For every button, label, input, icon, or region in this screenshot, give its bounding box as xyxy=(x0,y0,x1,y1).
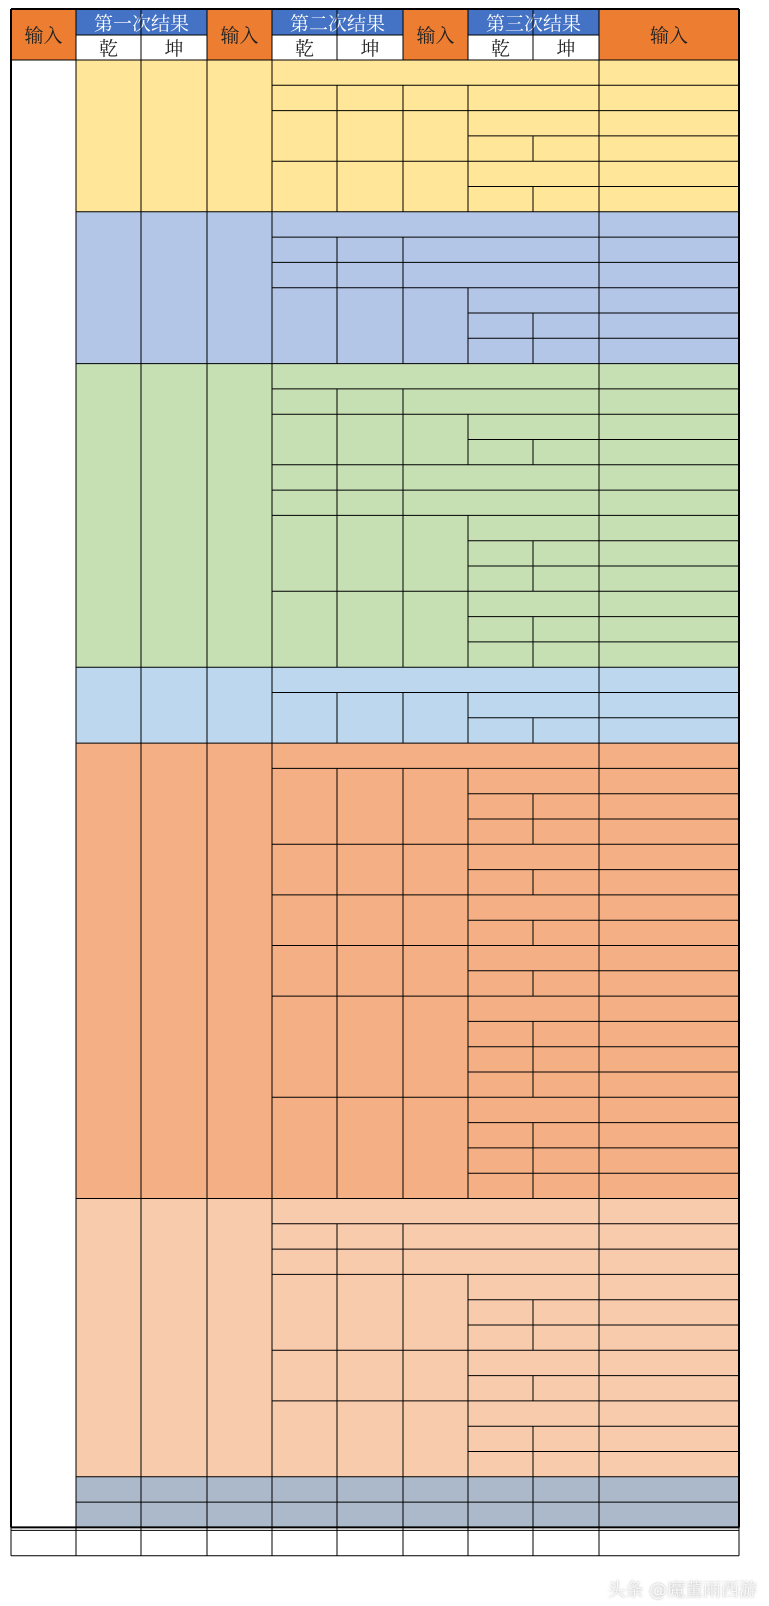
second-kun-cell xyxy=(337,895,403,946)
first-input-cell xyxy=(207,743,272,1198)
first-qian-cell xyxy=(76,364,141,668)
output-cell xyxy=(599,617,739,642)
output-cell xyxy=(599,667,739,692)
output-cell xyxy=(599,490,739,515)
header-second-qian: 乾 xyxy=(272,35,337,60)
output-cell xyxy=(599,844,739,869)
second-kun-cell xyxy=(337,768,403,844)
third-qian-cell xyxy=(468,136,533,161)
empty-cell xyxy=(403,1224,599,1249)
output-cell xyxy=(599,1452,739,1477)
empty-cell xyxy=(468,768,599,793)
output-cell xyxy=(599,591,739,616)
third-qian-cell xyxy=(468,1123,533,1148)
header-first-result: 第一次结果 xyxy=(76,9,207,35)
third-kun-cell xyxy=(533,1173,599,1198)
second-input-cell xyxy=(403,288,468,364)
empty-cell xyxy=(403,1502,468,1527)
third-qian-cell xyxy=(468,1376,533,1401)
output-cell xyxy=(599,1401,739,1426)
second-qian-cell xyxy=(272,1274,337,1350)
output-cell xyxy=(599,1097,739,1122)
output-cell xyxy=(599,465,739,490)
empty-cell xyxy=(403,237,599,262)
empty-cell xyxy=(468,414,599,439)
third-kun-cell xyxy=(533,313,599,338)
output-cell xyxy=(599,262,739,287)
empty-cell xyxy=(468,161,599,186)
second-input-cell xyxy=(403,591,468,667)
output-cell xyxy=(599,515,739,540)
output-cell xyxy=(599,1350,739,1375)
output-cell xyxy=(599,693,739,718)
third-qian-cell xyxy=(468,1148,533,1173)
first-qian-cell xyxy=(76,667,141,743)
output-cell xyxy=(599,389,739,414)
output-cell xyxy=(599,414,739,439)
second-input-cell xyxy=(403,515,468,591)
second-kun-cell xyxy=(337,1401,403,1477)
second-kun-cell xyxy=(337,515,403,591)
empty-cell xyxy=(403,490,599,515)
output-cell xyxy=(599,541,739,566)
second-input-cell xyxy=(403,161,468,212)
output-cell xyxy=(599,161,739,186)
second-qian-cell xyxy=(272,85,337,110)
third-kun-cell xyxy=(533,920,599,945)
output-cell xyxy=(599,1502,739,1527)
empty-cell xyxy=(468,844,599,869)
first-kun-cell xyxy=(141,60,207,212)
first-qian-cell xyxy=(76,743,141,1198)
second-kun-cell xyxy=(337,844,403,895)
output-cell xyxy=(599,819,739,844)
empty-cell xyxy=(272,364,599,389)
third-kun-cell xyxy=(533,541,599,566)
empty-cell xyxy=(403,1249,599,1274)
empty-cell xyxy=(533,1477,599,1502)
third-qian-cell xyxy=(468,313,533,338)
output-cell xyxy=(599,212,739,237)
empty-cell xyxy=(403,389,599,414)
second-kun-cell xyxy=(337,85,403,110)
output-cell xyxy=(599,60,739,85)
third-kun-cell xyxy=(533,1452,599,1477)
third-qian-cell xyxy=(468,187,533,212)
third-kun-cell xyxy=(533,1072,599,1097)
output-cell xyxy=(599,946,739,971)
output-cell xyxy=(599,440,739,465)
second-kun-cell xyxy=(337,1350,403,1401)
empty-cell xyxy=(468,996,599,1021)
second-qian-cell xyxy=(272,389,337,414)
second-kun-cell xyxy=(337,1224,403,1249)
third-kun-cell xyxy=(533,1426,599,1451)
third-kun-cell xyxy=(533,187,599,212)
third-qian-cell xyxy=(468,541,533,566)
third-qian-cell xyxy=(468,870,533,895)
third-kun-cell xyxy=(533,1148,599,1173)
third-qian-cell xyxy=(468,1072,533,1097)
first-kun-cell xyxy=(141,1502,207,1527)
third-kun-cell xyxy=(533,440,599,465)
third-kun-cell xyxy=(533,617,599,642)
output-cell xyxy=(599,1072,739,1097)
empty-cell xyxy=(468,288,599,313)
second-kun-cell xyxy=(337,1477,403,1502)
third-kun-cell xyxy=(533,794,599,819)
second-kun-cell xyxy=(337,465,403,490)
watermark: 头条 @魔董雨西游 xyxy=(607,1580,757,1601)
second-qian-cell xyxy=(272,414,337,465)
third-kun-cell xyxy=(533,1325,599,1350)
second-qian-cell xyxy=(272,693,337,744)
third-kun-cell xyxy=(533,819,599,844)
third-qian-cell xyxy=(468,338,533,363)
second-input-cell xyxy=(403,768,468,844)
output-cell xyxy=(599,1224,739,1249)
first-kun-cell xyxy=(141,667,207,743)
third-qian-cell xyxy=(468,971,533,996)
second-qian-cell xyxy=(272,262,337,287)
first-input-cell xyxy=(207,1199,272,1477)
output-cell xyxy=(599,1426,739,1451)
second-qian-cell xyxy=(272,1477,337,1502)
empty-cell xyxy=(468,1502,533,1527)
second-input-cell xyxy=(403,895,468,946)
first-qian-cell xyxy=(76,1477,141,1502)
empty-cell xyxy=(403,1477,468,1502)
header-output: 输入 xyxy=(599,9,739,60)
second-input-cell xyxy=(403,996,468,1097)
empty-cell xyxy=(468,1350,599,1375)
empty-cell xyxy=(468,85,599,110)
third-kun-cell xyxy=(533,566,599,591)
second-input-cell xyxy=(403,111,468,162)
first-input-cell xyxy=(207,60,272,212)
second-qian-cell xyxy=(272,844,337,895)
second-qian-cell xyxy=(272,288,337,364)
header-first-kun: 坤 xyxy=(141,35,207,60)
third-qian-cell xyxy=(468,440,533,465)
output-cell xyxy=(599,566,739,591)
output-cell xyxy=(599,111,739,136)
output-cell xyxy=(599,237,739,262)
empty-cell xyxy=(403,465,599,490)
first-qian-cell xyxy=(76,1199,141,1477)
output-cell-partial xyxy=(599,1530,739,1555)
header-third-kun: 坤 xyxy=(533,35,599,60)
empty-cell xyxy=(468,1097,599,1122)
second-qian-cell xyxy=(272,1097,337,1198)
second-kun-cell xyxy=(337,1097,403,1198)
header-input-start: 输入 xyxy=(11,9,76,60)
output-cell xyxy=(599,1199,739,1224)
empty-cell xyxy=(272,743,599,768)
empty-cell xyxy=(272,1199,599,1224)
second-qian-cell xyxy=(272,1401,337,1477)
second-kun-cell xyxy=(337,161,403,212)
second-input-cell xyxy=(403,1274,468,1350)
empty-cell xyxy=(403,262,599,287)
third-kun-cell xyxy=(533,1021,599,1046)
second-input-cell xyxy=(403,1097,468,1198)
third-qian-cell xyxy=(468,920,533,945)
first-input-cell xyxy=(207,1477,272,1502)
second-input-cell xyxy=(403,85,468,110)
second-qian-cell xyxy=(272,1224,337,1249)
third-qian-cell xyxy=(468,718,533,743)
third-qian-cell xyxy=(468,617,533,642)
header-third-qian: 乾 xyxy=(468,35,533,60)
second-input-cell xyxy=(403,844,468,895)
empty-cell xyxy=(468,111,599,136)
third-kun-cell xyxy=(533,1300,599,1325)
third-qian-cell xyxy=(468,1452,533,1477)
second-kun-cell xyxy=(337,693,403,744)
third-qian-cell xyxy=(468,1300,533,1325)
third-qian-cell xyxy=(468,1047,533,1072)
second-qian-cell xyxy=(272,1249,337,1274)
second-kun-cell xyxy=(337,389,403,414)
header-second-result: 第二次结果 xyxy=(272,9,403,35)
header-input-second: 输入 xyxy=(207,9,272,60)
output-cell xyxy=(599,1047,739,1072)
second-kun-cell xyxy=(337,591,403,667)
output-cell xyxy=(599,996,739,1021)
second-qian-cell xyxy=(272,161,337,212)
second-qian-cell xyxy=(272,237,337,262)
second-kun-cell xyxy=(337,414,403,465)
first-qian-cell xyxy=(76,212,141,364)
output-cell xyxy=(599,1325,739,1350)
output-cell xyxy=(599,1300,739,1325)
empty-cell xyxy=(468,515,599,540)
third-qian-cell xyxy=(468,794,533,819)
second-kun-cell xyxy=(337,262,403,287)
empty-cell xyxy=(468,895,599,920)
third-kun-cell xyxy=(533,718,599,743)
first-input-cell xyxy=(207,667,272,743)
first-kun-cell xyxy=(141,212,207,364)
third-kun-cell xyxy=(533,338,599,363)
second-qian-cell xyxy=(272,1350,337,1401)
empty-cell xyxy=(468,1401,599,1426)
second-kun-cell xyxy=(337,288,403,364)
output-cell xyxy=(599,1274,739,1299)
third-qian-cell xyxy=(468,1325,533,1350)
second-qian-cell xyxy=(272,490,337,515)
output-cell xyxy=(599,288,739,313)
output-cell xyxy=(599,920,739,945)
second-kun-cell xyxy=(337,490,403,515)
second-kun-cell xyxy=(337,237,403,262)
output-cell xyxy=(599,1123,739,1148)
third-kun-cell xyxy=(533,136,599,161)
empty-cell xyxy=(468,693,599,718)
first-kun-cell xyxy=(141,364,207,668)
header-third-result: 第三次结果 xyxy=(468,9,599,35)
first-input-cell xyxy=(207,364,272,668)
output-cell xyxy=(599,743,739,768)
output-cell xyxy=(599,718,739,743)
empty-cell xyxy=(272,60,599,85)
empty-cell xyxy=(272,212,599,237)
second-qian-cell xyxy=(272,591,337,667)
third-kun-cell xyxy=(533,1047,599,1072)
third-kun-cell xyxy=(533,1376,599,1401)
output-cell xyxy=(599,187,739,212)
second-kun-cell xyxy=(337,111,403,162)
second-input-cell xyxy=(403,946,468,997)
second-qian-cell xyxy=(272,515,337,591)
output-cell xyxy=(599,1376,739,1401)
second-kun-cell xyxy=(337,996,403,1097)
output-cell xyxy=(599,768,739,793)
second-kun-cell xyxy=(337,946,403,997)
empty-cell xyxy=(468,1477,533,1502)
output-cell xyxy=(599,85,739,110)
second-qian-cell xyxy=(272,465,337,490)
second-qian-cell xyxy=(272,1502,337,1527)
second-qian-cell xyxy=(272,895,337,946)
second-input-cell xyxy=(403,1401,468,1477)
third-qian-cell xyxy=(468,819,533,844)
empty-cell xyxy=(468,591,599,616)
third-kun-cell xyxy=(533,971,599,996)
third-qian-cell xyxy=(468,566,533,591)
output-cell xyxy=(599,895,739,920)
output-cell xyxy=(599,364,739,389)
output-cell xyxy=(599,870,739,895)
header-input-third: 输入 xyxy=(403,9,468,60)
output-cell xyxy=(599,1148,739,1173)
second-input-cell xyxy=(403,693,468,744)
second-kun-cell xyxy=(337,1274,403,1350)
start-input-cell xyxy=(11,60,76,1527)
output-cell xyxy=(599,1173,739,1198)
second-input-cell xyxy=(403,414,468,465)
third-qian-cell xyxy=(468,1021,533,1046)
third-qian-cell xyxy=(468,1173,533,1198)
first-kun-cell xyxy=(141,743,207,1198)
empty-cell xyxy=(468,946,599,971)
output-cell xyxy=(599,338,739,363)
second-qian-cell xyxy=(272,768,337,844)
third-kun-cell xyxy=(533,642,599,667)
header-second-kun: 坤 xyxy=(337,35,403,60)
second-qian-cell xyxy=(272,111,337,162)
second-kun-cell xyxy=(337,1249,403,1274)
output-cell xyxy=(599,794,739,819)
empty-cell xyxy=(533,1502,599,1527)
third-qian-cell xyxy=(468,642,533,667)
first-qian-cell xyxy=(76,60,141,212)
third-kun-cell xyxy=(533,1123,599,1148)
third-kun-cell xyxy=(533,870,599,895)
third-qian-cell xyxy=(468,1426,533,1451)
first-kun-cell xyxy=(141,1199,207,1477)
output-cell xyxy=(599,1477,739,1502)
second-kun-cell xyxy=(337,1502,403,1527)
output-cell xyxy=(599,136,739,161)
empty-cell xyxy=(468,1274,599,1299)
output-cell xyxy=(599,971,739,996)
output-cell xyxy=(599,642,739,667)
first-input-cell xyxy=(207,212,272,364)
output-cell xyxy=(599,313,739,338)
first-kun-cell xyxy=(141,1477,207,1502)
second-qian-cell xyxy=(272,996,337,1097)
header-first-qian: 乾 xyxy=(76,35,141,60)
second-qian-cell xyxy=(272,946,337,997)
first-qian-cell xyxy=(76,1502,141,1527)
output-cell xyxy=(599,1249,739,1274)
empty-cell xyxy=(272,667,599,692)
output-cell xyxy=(599,1021,739,1046)
second-input-cell xyxy=(403,1350,468,1401)
first-input-cell xyxy=(207,1502,272,1527)
